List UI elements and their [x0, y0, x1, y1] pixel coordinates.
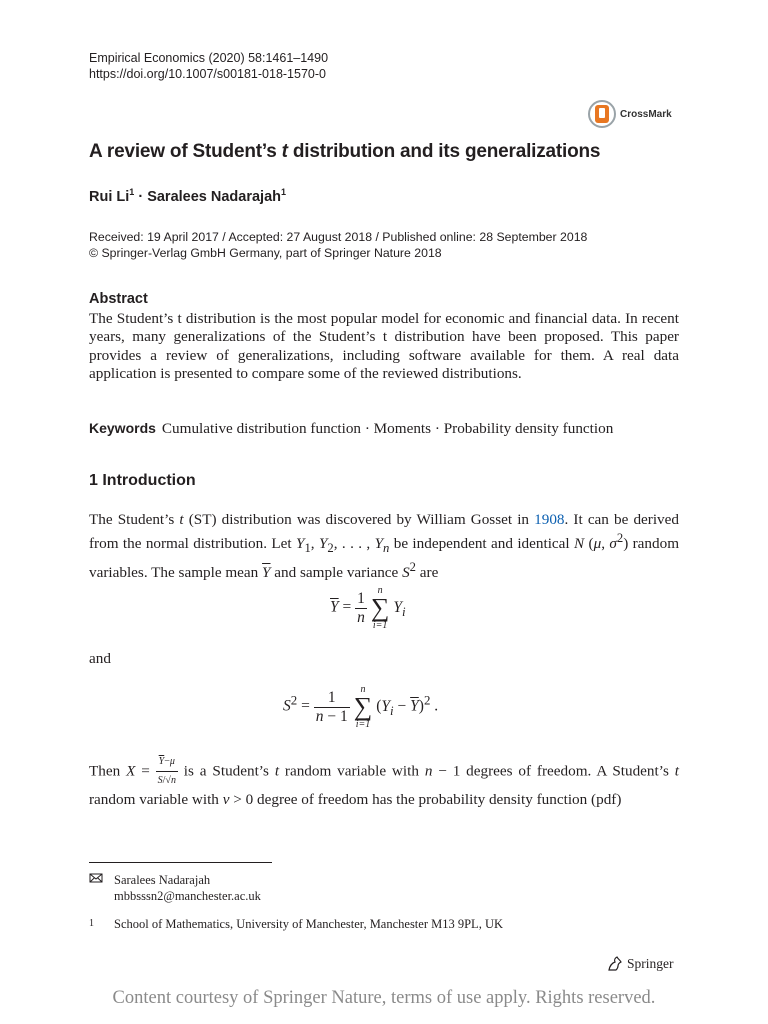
copyright-line: © Springer-Verlag GmbH Germany, part of Springer Nature 2018 [89, 246, 442, 260]
paper-title: A review of Student’s t distribution and its generalizations [89, 141, 601, 162]
keywords-text: Cumulative distribution function · Moments · Probability density function [161, 420, 614, 437]
publication-dates [89, 229, 587, 261]
sample-mean-equation: $\overline{Y}$ = $\frac{1}{n}$ n ∑ i=1 $Y_i$ [330, 585, 406, 631]
author-name: Saralees Nadarajah [147, 188, 281, 205]
springer-logo [606, 955, 674, 973]
footnote-divider [89, 862, 272, 863]
publisher-name: Springer [627, 956, 674, 971]
journal-citation [89, 50, 328, 82]
crossmark-label: CrossMark [620, 108, 672, 120]
connective-text: and [89, 650, 111, 667]
journal-line: Empirical Economics (2020) 58:1461–1490 [89, 51, 329, 65]
intro-paragraph: The Student’s t (ST) distribution was discovered by William Gosset in 1908. It can be derived from the normal distribution. Let $Y_1$, $Y_2$, . . . , $Y_n$ be independent and identical N (μ, $\sigma^2$) random variables. The sample mean $\overline{Y}$ and sample variance $S^2$ are [89, 511, 680, 581]
crossmark-icon [588, 100, 616, 128]
corresponding-author [114, 872, 261, 904]
affiliation-text: School of Mathematics, University of Manchester, Manchester M13 9PL, UK [114, 917, 504, 931]
crossmark-badge[interactable] [588, 99, 678, 129]
affiliation-marker: 1 [281, 187, 287, 197]
affiliation-number: 1 [89, 918, 94, 929]
abstract-heading: Abstract [89, 291, 148, 307]
citation-link[interactable]: 1908 [534, 511, 565, 528]
history-line: Received: 19 April 2017 / Accepted: 27 August 2018 / Published online: 28 September 2018 [89, 230, 588, 244]
contact-email[interactable]: mbbsssn2@manchester.ac.uk [114, 889, 261, 903]
keywords [89, 420, 689, 438]
affiliation-marker: 1 [129, 187, 135, 197]
doi-link[interactable]: https://doi.org/10.1007/s00181-018-1570-0 [89, 67, 326, 81]
abstract-text: The Student’s t distribution is the most popular model for economic and financial data. In recent years, many generalizations of the Student’s t distribution have been proposed. This paper provides a review of generalizations, including software available for them. A real data application is presented to compare some of the reviewed distributions. [89, 310, 679, 383]
author-separator: · [134, 188, 148, 205]
definition-paragraph: Then X = $\frac{\overline{Y}-\mu}{S/√n}$ is a Student’s t random variable with n − 1 degrees of freedom. A Student’s t random variable with ν > 0 degree of freedom has the probability density function (pdf) [89, 753, 679, 809]
springer-horse-icon [606, 955, 624, 973]
contact-name: Saralees Nadarajah [114, 873, 211, 887]
courtesy-watermark: Content courtesy of Springer Nature, terms of use apply. Rights reserved. [112, 988, 656, 1008]
keywords-label: Keywords [89, 420, 156, 436]
section-heading: 1 Introduction [89, 472, 196, 489]
author-list [89, 187, 286, 205]
sample-variance-equation: $S^2$ = $\frac{1}{n - 1}$ n ∑ i=1 $(Y_i - \overline{Y})^2$ . [283, 684, 439, 730]
envelope-icon [89, 872, 103, 888]
author-name: Rui Li [89, 188, 130, 205]
